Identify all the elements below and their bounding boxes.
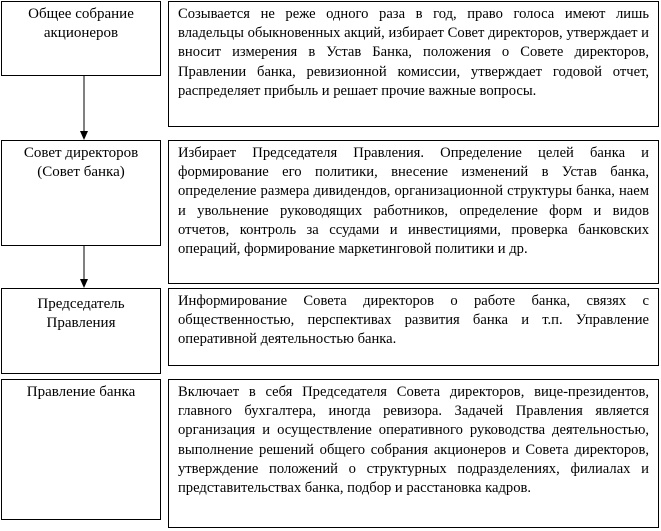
role-label: Председатель Правления	[37, 296, 125, 331]
role-box-management-board	[1, 379, 161, 520]
arrow-head-1	[80, 131, 88, 140]
role-box-general-meeting	[1, 1, 161, 76]
description-box-board-of-directors	[168, 140, 659, 284]
description-box-management-board	[168, 379, 659, 528]
role-label: Общее собрание акционеров	[28, 6, 134, 41]
role-label: Совет директоров (Совет банка)	[23, 145, 139, 180]
description-text: Включает в себя Председателя Совета директоров, вице-президентов, главного бухгалтера, иногда ревизора. Задачей Правления является организация и осуществление оперативного руководства деятельностью, выполнение решений общего собрания акционеров и Совета директоров, утверждение положений о структурных подразделениях, филиалах и представительствах банка, подбор и расстановка кадров.	[178, 384, 649, 497]
role-label: Правление банка	[26, 384, 136, 400]
description-text: Избирает Председателя Правления. Определение целей банка и формирование его политики, внесение изменений в Устав банка, определение размера дивидендов, организационной структуры банка, наем и увольнение руководящих работников, определение форм и видов отчетов, контроль за ссудами и инвестициями, проверка банковских операций, формирование маркетинговой политики и др.	[178, 145, 649, 258]
description-box-board-chairman	[168, 288, 659, 366]
arrow-head-2	[80, 279, 88, 288]
description-text: Информирование Совета директоров о работе банка, связях с общественностью, перспективах развития банка и т.п. Управление оперативной деятельностью банка.	[178, 293, 649, 348]
description-text: Созывается не реже одного раза в год, право голоса имеют лишь владельцы обыкновенных акций, избирает Совет директоров, утверждает и вносит измерения в Устав Банка, положения о Совете директоров, Правлении банка, ревизионной комиссии, утверждает годовой отчет, распределяет прибыль и решает прочие важные вопросы.	[178, 6, 649, 99]
role-box-board-chairman	[1, 288, 161, 374]
description-box-general-meeting	[168, 1, 659, 127]
role-box-board-of-directors	[1, 140, 161, 246]
